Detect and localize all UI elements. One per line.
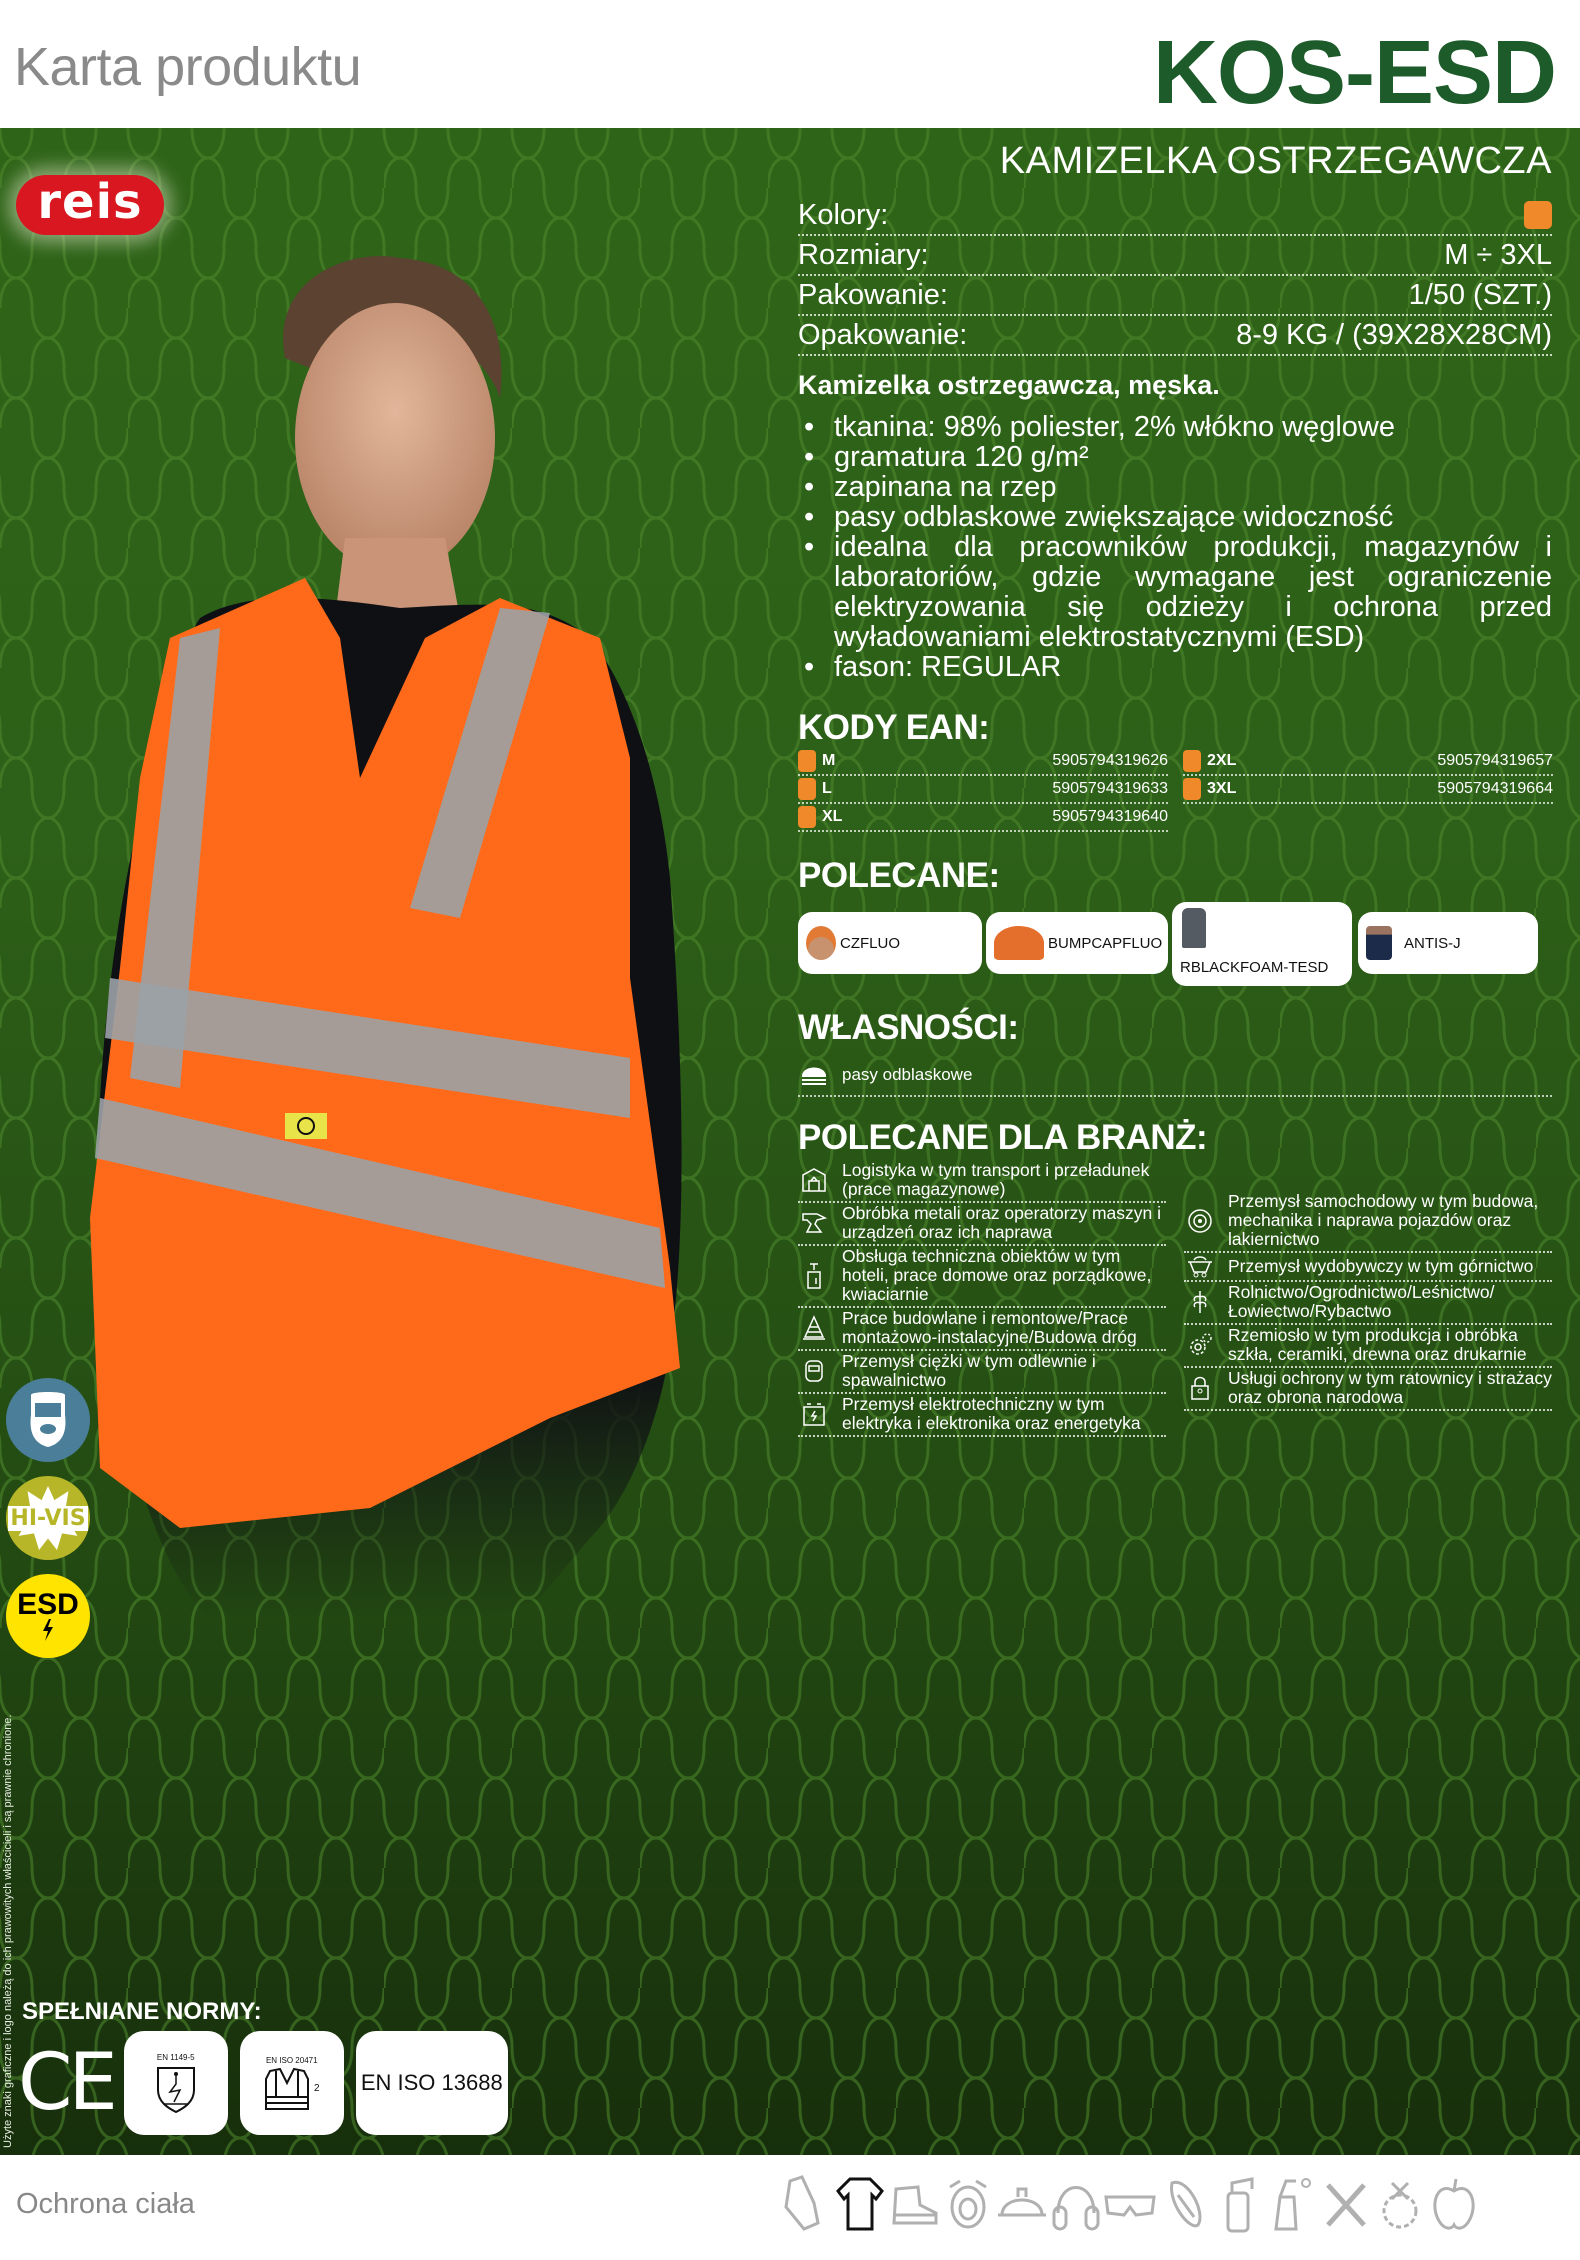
welding-mask-icon: [801, 1358, 827, 1384]
page-header: [0, 0, 1580, 128]
product-photo-man-in-vest: [70, 218, 710, 1758]
battery-icon: [801, 1401, 827, 1427]
anvil-icon: [801, 1210, 827, 1236]
respirator-icon[interactable]: [942, 2173, 994, 2235]
recommended-card-bumpcapfluo[interactable]: BUMPCAPFLUO: [986, 912, 1168, 974]
recommended-card-rblackfoam-tesd[interactable]: RBLACKFOAM-TESD: [1172, 902, 1352, 986]
hi-vis-badge: HI-VIS: [6, 1476, 90, 1560]
traffic-cone-icon: [801, 1315, 827, 1341]
recommended-title: POLECANE:: [798, 856, 1000, 895]
feature-item: • pasy odblaskowe zwiększające widoczność: [798, 502, 1552, 532]
spec-row-colors: Kolory:: [798, 196, 1552, 236]
beard-friendly-badge: [6, 1378, 90, 1462]
goggles-icon[interactable]: [1104, 2173, 1156, 2235]
ean-row: M 5905794319626: [798, 748, 1168, 776]
hivis-vest-icon: [264, 2067, 310, 2111]
ean-row: 3XL 5905794319664: [1183, 776, 1553, 804]
antistatic-shield-icon: [154, 2064, 198, 2114]
ce-mark: CE: [18, 2038, 114, 2128]
recommended-products: [798, 902, 1552, 992]
industries-title: POLECANE DLA BRANŻ:: [798, 1118, 1208, 1157]
norm-en-1149-5: EN 1149-5: [124, 2031, 228, 2135]
category-icons: [780, 2173, 1480, 2235]
description-title: Kamizelka ostrzegawcza, męska.: [798, 370, 1220, 400]
shoe-icon[interactable]: [888, 2173, 940, 2235]
wheat-icon: [1189, 1289, 1211, 1315]
industry-item: Przemysł ciężki w tym odlewnie i spawalnictwo: [798, 1351, 1166, 1394]
tools-icon[interactable]: [1320, 2173, 1372, 2235]
feature-badges: [6, 1378, 92, 1672]
norms-list: [18, 2028, 520, 2138]
industry-item: Przemysł samochodowy w tym budowa, mechanika i naprawa pojazdów oraz lakiernictwo: [1184, 1191, 1552, 1253]
industries-column-right: [1184, 1191, 1552, 1411]
recommended-card-czfluo[interactable]: CZFLUO: [798, 912, 982, 974]
brake-disc-icon: [1186, 1207, 1214, 1235]
document-type-label: Karta produktu: [14, 37, 362, 97]
spray-icon[interactable]: [1266, 2173, 1318, 2235]
industry-item: Przemysł wydobywczy w tym górnictwo: [1184, 1253, 1552, 1282]
soap-dispenser-icon: [804, 1262, 824, 1290]
spec-row-package: Opakowanie: 8-9 KG / (39X28X28CM): [798, 316, 1552, 356]
feature-list: [798, 412, 1552, 682]
beard-face-icon: [23, 1391, 73, 1449]
property-item: pasy odblaskowe: [798, 1055, 1552, 1097]
industry-item: Przemysł elektrotechniczny w tym elektryka i elektronika oraz energetyka: [798, 1394, 1166, 1437]
feature-item: • gramatura 120 g/m²: [798, 442, 1552, 472]
feature-item: • idealna dla pracowników produkcji, magazynów i laboratoriów, gdzie wymagane jest ograniczenie elektryzowania się odzieży i ochrona przed wyładowaniami elektrostatycznymi (ESD): [798, 532, 1552, 652]
ean-column-left: [798, 748, 1168, 832]
ean-column-right: [1183, 748, 1553, 804]
gears-icon: [1186, 1331, 1214, 1359]
industry-item: Rzemiosło w tym produkcja i obróbka szkła, ceramiki, drewna oraz drukarnie: [1184, 1325, 1552, 1368]
padlock-icon: [1189, 1375, 1211, 1401]
spec-row-sizes: Rozmiary: M ÷ 3XL: [798, 236, 1552, 276]
industries-column-left: [798, 1160, 1166, 1437]
ean-row: L 5905794319633: [798, 776, 1168, 804]
warehouse-icon: [801, 1167, 827, 1193]
feature-item: • zapinana na rzep: [798, 472, 1552, 502]
gloves-icon[interactable]: [780, 2173, 832, 2235]
workshop-icon[interactable]: [1374, 2173, 1426, 2235]
apple-icon[interactable]: [1428, 2173, 1480, 2235]
spec-table: [798, 196, 1552, 356]
product-code: KOS-ESD: [1152, 23, 1556, 123]
industry-item: Prace budowlane i remontowe/Prace montażowo-instalacyjne/Budowa dróg: [798, 1308, 1166, 1351]
properties-title: WŁASNOŚCI:: [798, 1008, 1019, 1047]
fire-extinguisher-icon[interactable]: [1212, 2173, 1264, 2235]
industry-item: Rolnictwo/Ogrodnictwo/Leśnictwo/Łowiectwo/Rybactwo: [1184, 1282, 1552, 1325]
spec-row-packing: Pakowanie: 1/50 (SZT.): [798, 276, 1552, 316]
ean-title: KODY EAN:: [798, 708, 990, 747]
norm-en-iso-13688: EN ISO 13688: [356, 2031, 508, 2135]
industry-item: Usługi ochrony w tym ratownicy i strażacy oraz obrona narodowa: [1184, 1368, 1552, 1411]
t-shirt-icon[interactable]: [834, 2173, 886, 2235]
color-swatch-orange: [1524, 201, 1552, 229]
reflective-vest-icon: [800, 1063, 828, 1087]
feature-item: • fason: REGULAR: [798, 652, 1552, 682]
norm-en-iso-20471: EN ISO 20471 2: [240, 2031, 344, 2135]
gloves-thumbnail: [1182, 908, 1206, 948]
product-panel: [0, 128, 1580, 2155]
industry-item: Logistyka w tym transport i przeładunek (prace magazynowe): [798, 1160, 1166, 1203]
category-label: Ochrona ciała: [16, 2188, 195, 2220]
page-footer: [0, 2155, 1580, 2260]
esd-badge: ESD: [6, 1574, 90, 1658]
jacket-thumbnail: [1366, 926, 1392, 960]
ean-row: 2XL 5905794319657: [1183, 748, 1553, 776]
cap-thumbnail: [806, 926, 836, 960]
mine-cart-icon: [1186, 1254, 1214, 1278]
recommended-card-antis-j[interactable]: ANTIS-J: [1358, 912, 1538, 974]
reis-logo: reis: [16, 175, 164, 235]
legal-note: Użyte znaki graficzne i logo należą do ich prawowitych właścicieli i są prawnie chronione.: [2, 1714, 14, 2148]
bump-cap-thumbnail: [994, 926, 1044, 960]
product-name: KAMIZELKA OSTRZEGAWCZA: [999, 140, 1552, 182]
feature-item: • tkanina: 98% poliester, 2% włókno węglowe: [798, 412, 1552, 442]
carabiner-icon[interactable]: [1158, 2173, 1210, 2235]
industry-item: Obsługa techniczna obiektów w tym hoteli, prace domowe oraz porządkowe, kwiaciarnie: [798, 1246, 1166, 1308]
industry-item: Obróbka metali oraz operatorzy maszyn i urządzeń oraz ich naprawa: [798, 1203, 1166, 1246]
hard-hat-icon[interactable]: [996, 2173, 1048, 2235]
lightning-icon: [40, 1619, 56, 1641]
norms-title: SPEŁNIANE NORMY:: [22, 1998, 262, 2025]
ear-muffs-icon[interactable]: [1050, 2173, 1102, 2235]
ean-row: XL 5905794319640: [798, 804, 1168, 832]
